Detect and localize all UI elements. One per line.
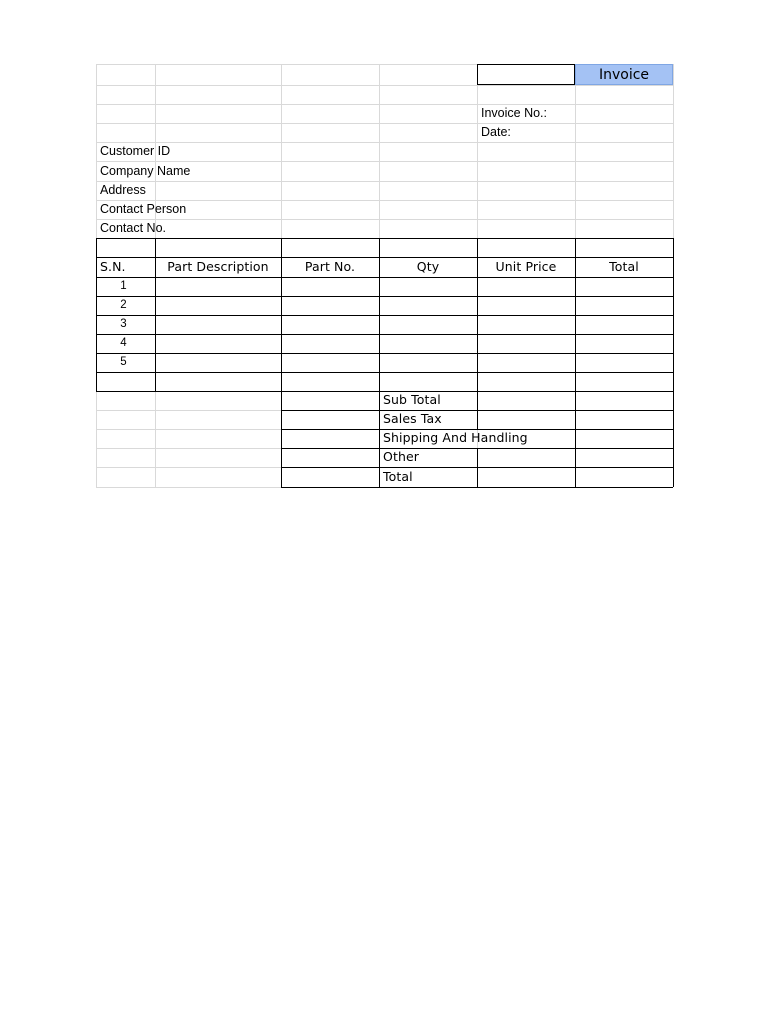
customer-field-label: Customer ID: [100, 144, 171, 159]
table-cell[interactable]: [477, 315, 575, 334]
table-cell[interactable]: [477, 296, 575, 315]
row-number: 1: [120, 279, 127, 292]
table-cell[interactable]: [281, 372, 379, 391]
table-cell[interactable]: [379, 277, 477, 296]
table-cell[interactable]: [575, 315, 673, 334]
row-number: [96, 372, 155, 391]
table-cell[interactable]: [281, 334, 379, 353]
row-number: 2: [120, 298, 127, 311]
summary-value[interactable]: [575, 448, 673, 467]
summary-label: Sub Total: [383, 392, 441, 408]
table-cell[interactable]: [379, 315, 477, 334]
summary-label: Total: [383, 468, 413, 484]
table-cell[interactable]: [155, 277, 281, 296]
summary-label: Other: [383, 449, 419, 465]
summary-label: Shipping And Handling: [383, 430, 528, 446]
table-cell[interactable]: [281, 353, 379, 372]
invoice-title: Invoice: [575, 64, 673, 85]
table-cell[interactable]: [477, 372, 575, 391]
table-cell[interactable]: [477, 334, 575, 353]
table-cell[interactable]: [155, 334, 281, 353]
table-cell[interactable]: [379, 296, 477, 315]
column-header: Unit Price: [495, 258, 557, 274]
table-cell[interactable]: [281, 315, 379, 334]
summary-value[interactable]: [575, 467, 673, 487]
table-cell[interactable]: [575, 372, 673, 391]
table-cell[interactable]: [155, 372, 281, 391]
table-cell[interactable]: [281, 277, 379, 296]
table-cell[interactable]: [379, 372, 477, 391]
customer-field-label: Company Name: [100, 163, 191, 178]
table-cell[interactable]: [155, 296, 281, 315]
column-header: S.N.: [100, 258, 126, 274]
table-cell[interactable]: [155, 315, 281, 334]
customer-field-label: Address: [100, 183, 146, 198]
column-header: Total: [609, 258, 639, 274]
summary-value[interactable]: [575, 429, 673, 448]
column-header: Qty: [416, 258, 440, 274]
summary-label: Sales Tax: [383, 411, 442, 427]
table-cell[interactable]: [281, 296, 379, 315]
invoice-no-label: Invoice No.:: [481, 106, 548, 121]
column-header: Part Description: [167, 258, 269, 274]
row-number: 4: [120, 336, 127, 349]
column-header: Part No.: [304, 258, 356, 274]
table-cell[interactable]: [379, 334, 477, 353]
table-cell[interactable]: [477, 353, 575, 372]
customer-field-label: Contact No.: [100, 221, 167, 236]
table-cell[interactable]: [575, 353, 673, 372]
table-cell[interactable]: [575, 334, 673, 353]
table-cell[interactable]: [575, 277, 673, 296]
row-number: 5: [120, 355, 127, 368]
title-blank-box[interactable]: [477, 64, 575, 85]
table-cell[interactable]: [477, 277, 575, 296]
customer-field-label: Contact Person: [100, 202, 187, 217]
row-number: 3: [120, 317, 127, 330]
table-cell[interactable]: [575, 296, 673, 315]
table-cell[interactable]: [379, 353, 477, 372]
summary-value[interactable]: [575, 410, 673, 429]
date-label: Date:: [481, 125, 511, 140]
table-cell[interactable]: [155, 353, 281, 372]
summary-value[interactable]: [575, 391, 673, 410]
